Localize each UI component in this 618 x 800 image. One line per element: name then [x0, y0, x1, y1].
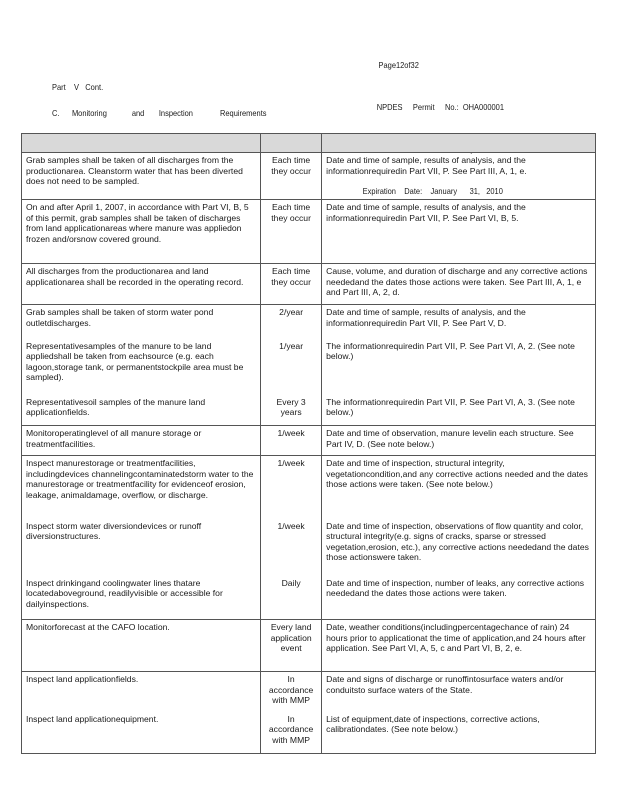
table-row	[22, 456, 596, 519]
table-row	[22, 426, 596, 456]
frequency-cell: In accordance with MMP	[261, 712, 322, 754]
record-cell: List of equipment,date of inspections, corrective actions, calibrationdates. (See note below.)	[322, 712, 596, 754]
requirement-cell: Inspect storm water diversiondevices or runoff diversionstructures.	[22, 519, 261, 576]
monitoring-requirements-table	[21, 133, 596, 754]
record-cell: Date and signs of discharge or runoffintosurface waters and/or conduitsto surface waters of the State.	[322, 672, 596, 712]
requirement-cell: All discharges from the productionarea and land applicationarea shall be recorded in the operating record.	[22, 264, 261, 305]
frequency-cell: 2/year	[261, 305, 322, 339]
record-cell: Date and time of sample, results of analysis, and the informationrequiredin Part VII, P. See Part V, D.	[322, 305, 596, 339]
frequency-cell: Every land application event	[261, 620, 322, 672]
table-row	[22, 576, 596, 620]
requirement-cell: Inspect manurestorage or treatmentfacilities, includingdevices channelingcontaminatedstorm water to the manurestorage or treatmentfacility for evidenceof erosion, leakage, animaldamage, overflow, or discharge.	[22, 456, 261, 519]
table-row	[22, 395, 596, 426]
part-heading: Part V Cont.	[52, 82, 104, 92]
section-heading: C. Monitoring and Inspection Requirements	[52, 108, 267, 118]
record-cell: Date and time of sample, results of analysis, and the informationrequiredin Part VII, P. See Part VI, B, 5.	[322, 200, 596, 264]
record-cell: Cause, volume, and duration of discharge and any corrective actions neededand the dates those actions were taken. See Part III, A, 1, e and Part III, A, 2, d.	[322, 264, 596, 305]
requirement-cell: Monitoroperatinglevel of all manure storage or treatmentfacilities.	[22, 426, 261, 456]
record-cell: Date and time of inspection, number of leaks, any corrective actions neededand the dates those actions were taken.	[322, 576, 596, 620]
requirement-cell: Inspect drinkingand coolingwater lines thatare locatedaboveground, readilyvisible or accessible for dailyinspections.	[22, 576, 261, 620]
requirement-cell: Grab samples shall be taken of all discharges from the productionarea. Cleanstorm water that has been diverted does not need to be sampled.	[22, 153, 261, 200]
npdes-line: NPDES Permit No.: OHA000001	[376, 102, 505, 112]
record-cell: Date and time of inspection, structural integrity, vegetationcondition,and any corrective actions needed and the dates those actions were taken. (See note below.)	[322, 456, 596, 519]
table-row	[22, 153, 596, 200]
record-cell: Date, weather conditions(includingpercentagechance of rain) 24 hours prior to applicationat the time of application,and 24 hours after application. See Part VI, A, 5, c and Part VI, B, 2, e.	[322, 620, 596, 672]
frequency-cell: In accordance with MMP	[261, 672, 322, 712]
record-cell: The informationrequiredin Part VII, P. See Part VI, A, 2. (See note below.)	[322, 339, 596, 395]
table-row	[22, 712, 596, 754]
requirement-cell: Inspect land applicationequipment.	[22, 712, 261, 754]
header-cell-record	[322, 134, 596, 153]
frequency-cell: Daily	[261, 576, 322, 620]
record-cell: Date and time of inspection, observations of flow quantity and color, structural integrity(e.g. signs of cracks, sparse or stressed vegetation,erosion, etc.), any corrective actions neededand the dates those actionswere taken.	[322, 519, 596, 576]
table-row	[22, 672, 596, 712]
page-number: Page12of32	[378, 60, 419, 70]
header-cell-requirement	[22, 134, 261, 153]
requirement-cell: Representativesoil samples of the manure land applicationfields.	[22, 395, 261, 426]
frequency-cell: Every 3 years	[261, 395, 322, 426]
requirement-cell: Inspect land applicationfields.	[22, 672, 261, 712]
table-row	[22, 264, 596, 305]
requirement-cell: On and after April 1, 2007, in accordance with Part VI, B, 5 of this permit, grab samples shall be taken of discharges from land applicationareas where manure was appliedon frozen and/orsnow covered ground.	[22, 200, 261, 264]
table-row	[22, 519, 596, 576]
header-cell-frequency	[261, 134, 322, 153]
frequency-cell: Each time they occur	[261, 153, 322, 200]
table-row	[22, 305, 596, 339]
requirement-cell: Representativesamples of the manure to be land appliedshall be taken from eachsource (e.g. each lagoon,storage tank, or permanentstockpile area must be sampled).	[22, 339, 261, 395]
frequency-cell: Each time they occur	[261, 200, 322, 264]
record-cell: The informationrequiredin Part VII, P. See Part VI, A, 3. (See note below.)	[322, 395, 596, 426]
expiration-line: Expiration Date: January 31, 2010	[362, 186, 503, 196]
table-row	[22, 339, 596, 395]
frequency-cell: 1/week	[261, 519, 322, 576]
table-header-row	[22, 134, 596, 153]
record-cell: Date and time of sample, results of analysis, and the informationrequiredin Part VII, P. See Part III, A, 1, e.	[322, 153, 596, 200]
table-row	[22, 200, 596, 264]
table-row	[22, 620, 596, 672]
requirement-cell: Monitorforecast at the CAFO location.	[22, 620, 261, 672]
frequency-cell: 1/week	[261, 456, 322, 519]
record-cell: Date and time of observation, manure levelin each structure. See Part IV, D. (See note below.)	[322, 426, 596, 456]
frequency-cell: Each time they occur	[261, 264, 322, 305]
frequency-cell: 1/week	[261, 426, 322, 456]
frequency-cell: 1/year	[261, 339, 322, 395]
requirement-cell: Grab samples shall be taken of storm water pond outletdischarges.	[22, 305, 261, 339]
